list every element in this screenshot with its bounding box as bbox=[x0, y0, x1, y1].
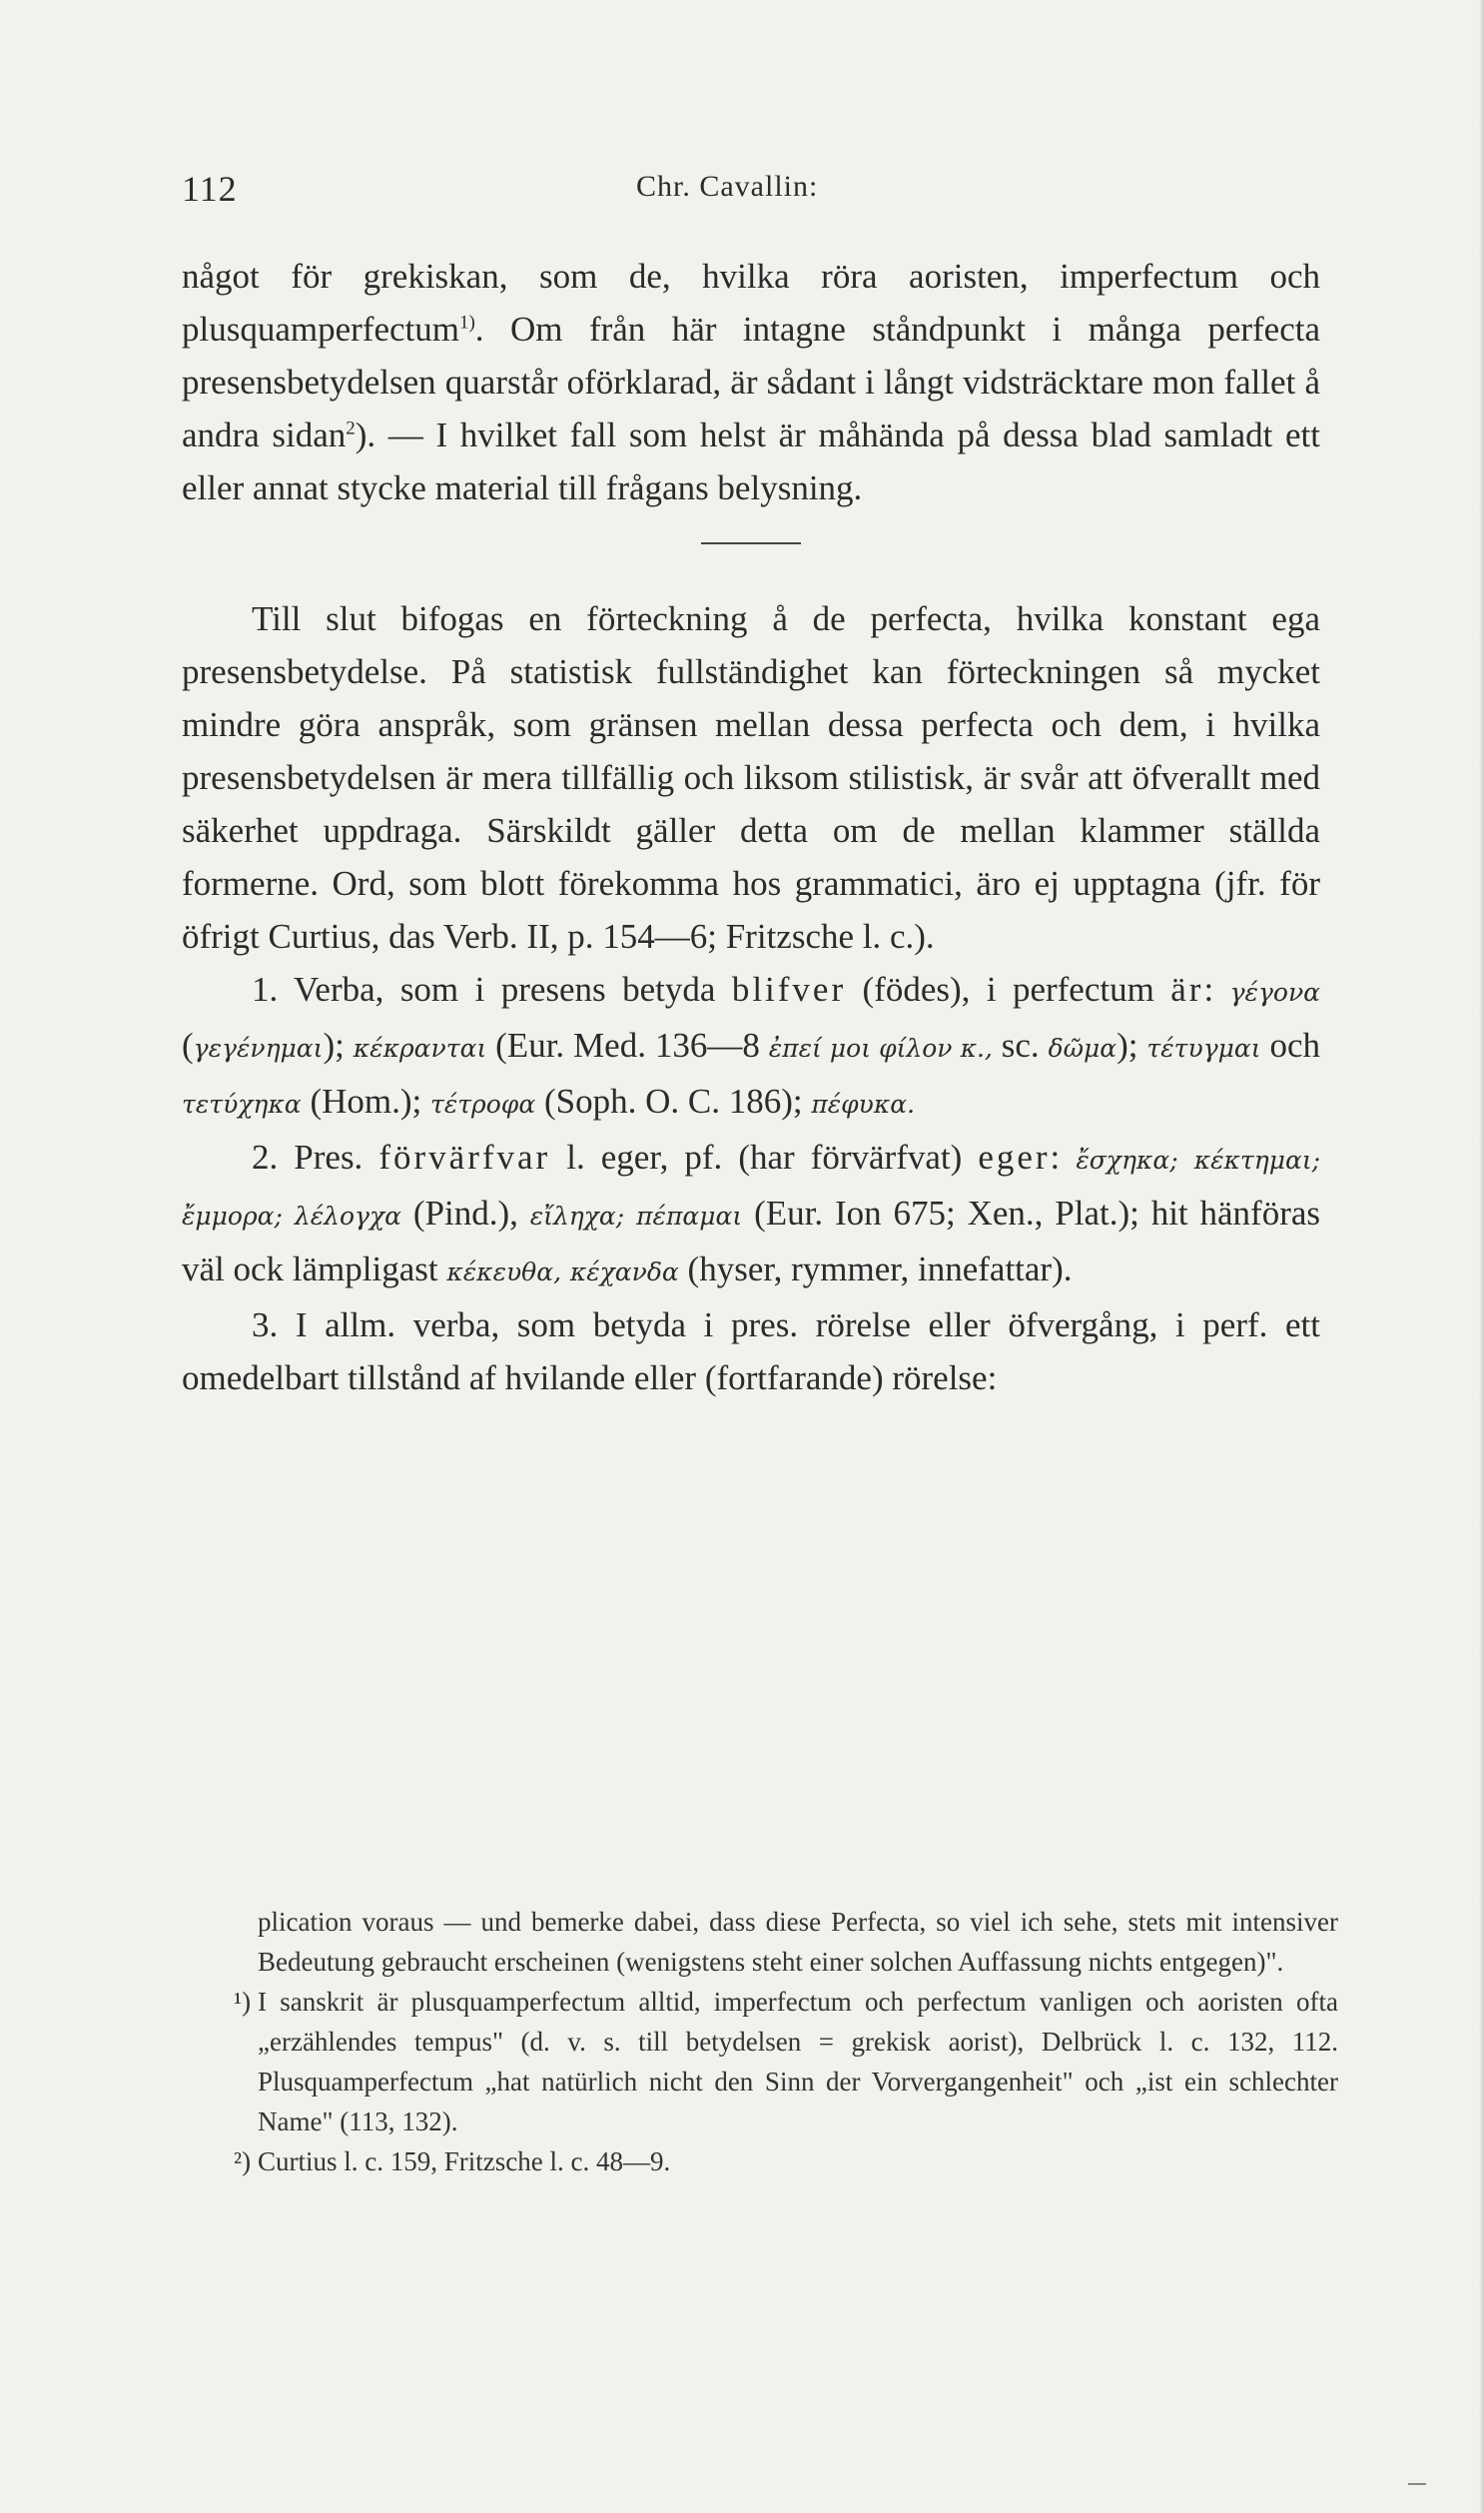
footnote-1 bbox=[234, 1982, 1338, 2141]
greek-form: γεγένημαι bbox=[193, 1034, 324, 1063]
paragraph-2: Till slut bifogas en förteckning å de perfecta, hvilka konstant ega presensbetydelse. På statistisk fullständighet kan förteckningen så mycket mindre göra anspråk, som gränsen mellan dessa perfecta och dem, i hvilka presensbetydelsen är mera tillfällig och liksom stilistisk, är svår att öfverallt med säkerhet uppdraga. Särskildt gäller detta om de mellan klammer ställda formerne. Ord, som blott förekomma hos grammatici, äro ej upptagna (jfr. för öfrigt Curtius, das Verb. II, p. 154—6; Fritzsche l. c.). bbox=[182, 599, 1320, 956]
footnote-2-text: Curtius l. c. 159, Fritzsche l. c. 48—9. bbox=[258, 2146, 671, 2176]
page-number: 112 bbox=[182, 169, 238, 209]
greek-form: κέκτημαι; bbox=[1193, 1146, 1321, 1175]
footnote-2-marker: ²) bbox=[234, 2146, 252, 2176]
greek-form: κέκευθα, bbox=[446, 1257, 562, 1286]
greek-form: τέτροφα bbox=[429, 1090, 536, 1119]
page-header bbox=[182, 168, 1340, 218]
footnote-continuation: plication voraus — und bemerke dabei, dass diese Perfecta, so viel ich sehe, stets mit intensiver Bedeutung gebraucht erscheinen (wenigstens steht einer solchen Auffassung nichts entgegen)". bbox=[258, 1907, 1338, 1977]
list-item-2: 2. Pres. förvärfvar l. eger, pf. (har förvärfvat) eger: ἔσχηκα; κέκτημαι; ἔμμορα; λέλογχα (Pind.), εἴληχα; πέπαμαι (Eur. Ion 675; Xen., Plat.); hit hänföras väl ock lämpligast κέκευθα, κέχανδα (hyser, rymmer, innefattar). bbox=[182, 1138, 1321, 1288]
running-head: Chr. Cavallin: bbox=[636, 170, 819, 203]
greek-form: πέφυκα. bbox=[811, 1090, 916, 1119]
scan-corner-mark bbox=[1408, 2483, 1426, 2485]
paragraph-1-text-a: något för grekiskan, som de, hvilka röra aoristen, imperfectum och plusquamperfectum bbox=[182, 257, 1320, 349]
paragraph-1-text-c: ). — I hvilket fall som helst är måhända på dessa blad samladt ett eller annat stycke material till frågans belysning. bbox=[182, 416, 1321, 507]
footnotes bbox=[234, 1902, 1338, 2181]
paragraph-1 bbox=[182, 250, 1320, 514]
greek-form: κέχανδα bbox=[569, 1257, 679, 1286]
greek-form: εἴληχα; bbox=[529, 1202, 625, 1231]
greek-form: κέκρανται bbox=[353, 1034, 487, 1063]
page-edge-shadow bbox=[1479, 0, 1484, 2513]
greek-form: δῶμα bbox=[1048, 1034, 1117, 1063]
greek-form: τετύχηκα bbox=[182, 1090, 302, 1119]
greek-form: ἔσχηκα; bbox=[1076, 1146, 1178, 1175]
footnote-ref-2: 2 bbox=[346, 418, 356, 439]
greek-form: λέλογχα bbox=[294, 1202, 401, 1231]
footnote-2 bbox=[234, 2141, 1338, 2181]
greek-form: ἐπεί μοι φίλον κ., bbox=[768, 1034, 993, 1063]
list-item-1: 1. Verba, som i presens betyda blifver (födes), i perfectum är: γέγονα (γεγένημαι); κέκρανται (Eur. Med. 136—8 ἐπεί μοι φίλον κ., sc. δῶμα); τέτυγμαι och τετύχηκα (Hom.); τέτροφα (Soph. O. C. 186); πέφυκα. bbox=[182, 970, 1321, 1121]
section-divider bbox=[701, 542, 801, 544]
greek-form: γέγονα bbox=[1229, 978, 1321, 1007]
greek-form: ἔμμορα; bbox=[182, 1202, 283, 1231]
footnote-1-marker: ¹) bbox=[234, 1987, 252, 2017]
list-item-3: 3. I allm. verba, som betyda i pres. rörelse eller öfvergång, i perf. ett omedelbart tillstånd af hvilande eller (fortfarande) rörelse: bbox=[182, 1305, 1320, 1397]
main-text bbox=[182, 250, 1320, 1404]
greek-form: πέπαμαι bbox=[636, 1202, 743, 1231]
paragraph-1-text-b: . Om från här intagne ståndpunkt i många perfecta presensbetydelsen quarstår oförklarad, är sådant i långt vidsträcktare mon fallet å andra sidan bbox=[182, 310, 1320, 454]
greek-form: τέτυγμαι bbox=[1146, 1034, 1261, 1063]
footnote-ref-1: 1) bbox=[458, 312, 475, 334]
footnote-1-text: I sanskrit är plusquamperfectum alltid, imperfectum och perfectum vanligen och aoristen ofta „erzählendes tempus" (d. v. s. till betydelsen = grekisk aorist), Delbrück l. c. 132, 112. Plusquamperfectum „hat natürlich nicht den Sinn der Vorvergangenheit" och „ist ein schlechter Name" (113, 132). bbox=[258, 1987, 1338, 2136]
